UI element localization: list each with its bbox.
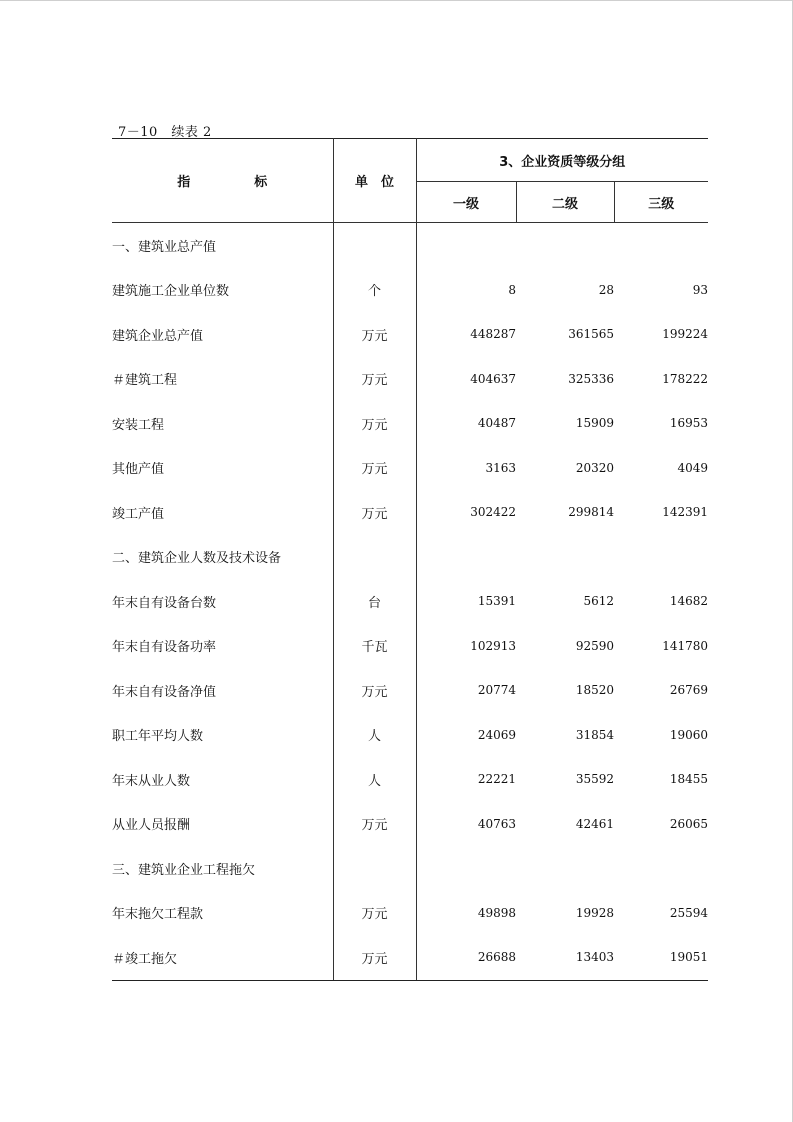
row-unit: [333, 535, 416, 580]
level-2-header: 二级: [516, 182, 614, 223]
group-header: 3、企业资质等级分组: [416, 139, 708, 182]
unit-header: 单 位: [333, 139, 416, 223]
row-level-2-value: 13403: [516, 935, 614, 980]
row-unit: 万元: [333, 357, 416, 402]
row-name: ＃竣工拖欠: [112, 935, 333, 980]
row-level-1-value: 22221: [477, 772, 516, 787]
row-unit: 千瓦: [333, 624, 416, 669]
row-name: 年末自有设备净值: [112, 668, 333, 713]
row-name: 职工年平均人数: [112, 713, 333, 758]
row-unit: 万元: [333, 891, 416, 936]
row-name: 建筑企业总产值: [112, 312, 333, 357]
table-row: [112, 312, 708, 357]
row-level-3-value: [614, 223, 708, 268]
row-level-2-value: 299814: [568, 505, 614, 520]
row-level-1-value: 20774: [477, 683, 516, 698]
indicator-header-char-1: 指: [177, 175, 191, 190]
level-3-header: 三级: [614, 182, 708, 223]
row-name: 年末自有设备台数: [112, 579, 333, 624]
table-row: [112, 357, 708, 402]
row-name: 从业人员报酬: [112, 802, 333, 847]
row-level-1-value: 49898: [477, 905, 516, 920]
row-name: ＃建筑工程: [112, 357, 333, 402]
row-unit: 万元: [333, 401, 416, 446]
row-level-1-value: 24069: [477, 727, 516, 742]
row-level-3-value: 93: [692, 282, 709, 297]
row-level-1-value: 15391: [477, 594, 516, 609]
row-level-1-value: [416, 223, 516, 268]
row-level-3-value: 4049: [677, 460, 709, 475]
table-row: [112, 579, 708, 624]
table-caption: 7－10 续表 2: [118, 125, 212, 140]
row-level-2-value: 20320: [575, 460, 614, 475]
row-level-3-value: 18455: [669, 772, 709, 787]
row-unit: 万元: [333, 312, 416, 357]
row-level-1-value: 26688: [416, 935, 516, 980]
row-level-1-value: 40487: [477, 416, 516, 431]
row-level-1-value: 302422: [470, 505, 516, 520]
row-name: 二、建筑企业人数及技术设备: [112, 535, 333, 580]
row-level-2-value: 35592: [575, 772, 614, 787]
row-name: 一、建筑业总产值: [112, 223, 333, 268]
row-level-2-value: [516, 223, 614, 268]
row-level-3-value: 178222: [662, 371, 709, 386]
row-level-2-value: 15909: [575, 416, 614, 431]
table-row: [112, 846, 708, 891]
row-level-1-value: [416, 846, 516, 891]
row-level-3-value: 19060: [669, 727, 709, 742]
row-name: 年末自有设备功率: [112, 624, 333, 669]
row-level-2-value: 92590: [575, 638, 614, 653]
row-level-1-value: 404637: [470, 371, 516, 386]
row-level-1-value: 102913: [470, 638, 516, 653]
row-level-3-value: 199224: [662, 327, 709, 342]
table-row: [112, 802, 708, 847]
row-name: 年末拖欠工程款: [112, 891, 333, 936]
row-level-3-value: 16953: [669, 416, 709, 431]
row-unit: 万元: [333, 490, 416, 535]
table-row: [112, 535, 708, 580]
table-row: [112, 490, 708, 535]
table-row: [112, 935, 708, 980]
row-level-3-value: [614, 535, 708, 580]
row-level-2-value: 325336: [568, 371, 614, 386]
row-level-2-value: 42461: [575, 816, 614, 831]
row-level-2-value: 31854: [575, 727, 614, 742]
row-unit: 万元: [333, 935, 416, 980]
row-level-3-value: 26065: [669, 816, 709, 831]
table-row: [112, 401, 708, 446]
row-level-2-value: 28: [598, 282, 614, 297]
row-unit: 万元: [333, 446, 416, 491]
row-unit: 万元: [333, 668, 416, 713]
table-row: [112, 668, 708, 713]
row-unit: 人: [333, 757, 416, 802]
indicator-header-char-2: 标: [254, 175, 268, 190]
table-row: [112, 446, 708, 491]
row-level-1-value: 448287: [470, 327, 516, 342]
row-unit: 人: [333, 713, 416, 758]
table-row: [112, 624, 708, 669]
row-level-3-value: 26769: [669, 683, 709, 698]
row-level-1-value: [416, 535, 516, 580]
row-name: 安装工程: [112, 401, 333, 446]
row-level-3-value: 142391: [662, 505, 709, 520]
row-unit: 万元: [333, 802, 416, 847]
row-unit: 个: [333, 268, 416, 313]
row-name: 三、建筑业企业工程拖欠: [112, 846, 333, 891]
row-level-2-value: [516, 535, 614, 580]
table-row: [112, 757, 708, 802]
row-level-2-value: 18520: [575, 683, 614, 698]
row-level-3-value: [614, 846, 708, 891]
row-level-3-value: 141780: [662, 638, 709, 653]
indicator-header: [112, 139, 333, 223]
row-name: 其他产值: [112, 446, 333, 491]
page-top-border: [0, 0, 793, 1]
statistics-table: [112, 138, 708, 981]
row-level-2-value: 19928: [575, 905, 614, 920]
row-level-1-value: 40763: [477, 816, 516, 831]
row-level-3-value: 25594: [669, 905, 709, 920]
row-level-2-value: 5612: [583, 594, 614, 609]
row-unit: [333, 223, 416, 268]
row-unit: [333, 846, 416, 891]
row-level-1-value: 8: [508, 282, 516, 297]
table-row: [112, 713, 708, 758]
row-name: 年末从业人数: [112, 757, 333, 802]
table-row: [112, 223, 708, 268]
row-level-3-value: 14682: [669, 594, 709, 609]
table-row: [112, 891, 708, 936]
table-row: [112, 268, 708, 313]
row-level-1-value: 3163: [485, 460, 516, 475]
row-name: 竣工产值: [112, 490, 333, 535]
row-name: 建筑施工企业单位数: [112, 268, 333, 313]
row-unit: 台: [333, 579, 416, 624]
row-level-2-value: 361565: [568, 327, 614, 342]
level-1-header: 一级: [416, 182, 516, 223]
row-level-2-value: [516, 846, 614, 891]
row-level-3-value: 19051: [614, 935, 708, 980]
